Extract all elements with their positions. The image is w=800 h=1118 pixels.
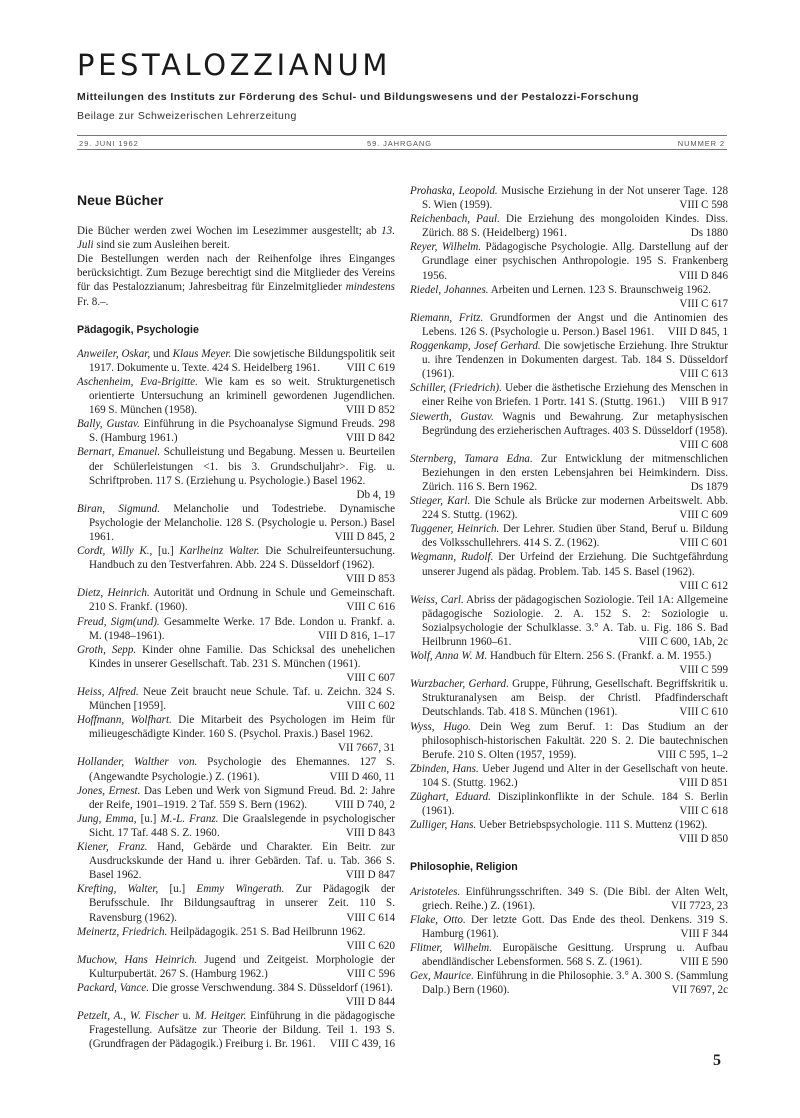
shelf-mark: VIII D 843 bbox=[345, 826, 395, 839]
shelf-mark: VIII D 816, 1–17 bbox=[317, 629, 395, 642]
publication-supplement: Beilage zur Schweizerischen Lehrerzeitung bbox=[77, 110, 297, 122]
book-entry bbox=[77, 375, 395, 417]
shelf-mark: VIII C 610 bbox=[679, 706, 728, 719]
book-description: Abriss der pädagogischen Soziologie. Teil 1A: Allgemeine pädagogische Soziologie. 2. A. 152 S. 2: Soziologie u. Sozialpsychologie der Schulklasse. 3.° A. Tab. u. Fig. 186 S. Bad Heilbrunn 1960–61. bbox=[422, 593, 728, 648]
issue-bar bbox=[77, 135, 727, 150]
book-description: Pädagogische Psychologie. Allg. Darstellung auf der Grundlage einer psychischen Anthropologie. 195 S. Frankenberg 1956. bbox=[422, 241, 728, 282]
book-author: Muchow, Hans Heinrich. bbox=[77, 953, 198, 966]
book-author: Aristoteles. bbox=[410, 885, 461, 898]
book-entry bbox=[410, 790, 728, 818]
book-author: Wyss, Hugo. bbox=[410, 720, 471, 733]
book-entry bbox=[410, 381, 728, 409]
shelf-mark: VIII C 601 bbox=[679, 537, 728, 550]
shelf-mark: VIII D 847 bbox=[345, 869, 395, 882]
book-description: Die Erziehung des mongoloiden Kindes. Diss. Zürich. 88 S. (Heidelberg) 1961. bbox=[422, 213, 728, 240]
book-author: Wegmann, Rudolf. bbox=[410, 551, 494, 564]
book-author: Cordt, Willy K., bbox=[77, 545, 153, 558]
book-list-paedagogik-continued bbox=[410, 184, 728, 846]
book-description: Wie kam es so weit. Strukturgenetisch orientierte Untersuchung an kriminell gewordenen Jugendlichen. 169 S. München (1958). bbox=[89, 375, 396, 417]
book-description: Die sowjetische Bildungspolitik seit 1917. Dokumente u. Texte. 424 S. Heidelberg 1961. bbox=[89, 347, 396, 374]
book-list-paedagogik bbox=[77, 347, 395, 1052]
book-description: Psychologie des Ehemannes. 127 S. (Angewandte Psychologie.) Z. (1961). bbox=[89, 756, 395, 783]
section-heading-new-books: Neue Bücher bbox=[77, 192, 164, 208]
book-author: Weiss, Carl. bbox=[410, 593, 464, 606]
book-description: Der letzte Gott. Das Ende des theol. Denkens. 319 S. Hamburg (1961). bbox=[422, 913, 728, 940]
book-entry bbox=[77, 840, 395, 882]
book-author: Reyer, Wilhelm. bbox=[410, 241, 482, 254]
author-connector: und bbox=[150, 347, 173, 360]
book-author: W. Fischer bbox=[129, 1010, 179, 1023]
book-description: Ueber Jugend und Alter in der Gesellschaft von heute. 104 S. (Stuttg. 1962.) bbox=[422, 762, 729, 789]
shelf-mark: VIII E 590 bbox=[679, 955, 728, 968]
book-entry bbox=[77, 713, 395, 755]
book-description: Der Urfeind der Erziehung. Die Suchtgefährdung unserer Jugend als pädag. Problem. Tab. 145 S. Basel (1962). bbox=[422, 551, 728, 578]
book-author: Riedel, Johannes. bbox=[410, 283, 489, 296]
book-description: Melancholie und Todestriebe. Dynamische Psychologie der Melancholie. 128 S. (Psychologie u. Person.) Basel 1961. bbox=[89, 502, 396, 543]
shelf-mark: VII 7723, 23 bbox=[670, 899, 728, 912]
shelf-mark: VIII D 851 bbox=[678, 776, 728, 789]
shelf-mark: VIII C 608 bbox=[679, 438, 728, 451]
shelf-mark: VIII B 917 bbox=[679, 396, 728, 409]
book-author: Hoffmann, Wolfhart. bbox=[77, 714, 172, 727]
book-author: Dietz, Heinrich. bbox=[77, 587, 150, 600]
book-author: Flitner, Wilhelm. bbox=[410, 941, 492, 954]
left-column bbox=[77, 185, 395, 1051]
shelf-mark: VIII D 845, 1 bbox=[667, 325, 728, 338]
book-author: Zulliger, Hans. bbox=[410, 819, 477, 832]
shelf-mark: VIII D 842 bbox=[345, 432, 395, 445]
book-entry bbox=[77, 882, 395, 924]
book-author: Zbinden, Hans. bbox=[410, 762, 479, 775]
shelf-mark: VII 7697, 2c bbox=[671, 984, 728, 997]
shelf-mark: VIII D 740, 2 bbox=[334, 798, 395, 811]
book-entry bbox=[410, 593, 728, 649]
book-entry bbox=[410, 649, 728, 677]
shelf-mark: VIII F 344 bbox=[680, 927, 728, 940]
book-author: Züghart, Eduard. bbox=[410, 791, 491, 804]
book-entry bbox=[77, 502, 395, 544]
book-entry bbox=[410, 410, 728, 452]
issue-volume: 59. JAHRGANG bbox=[367, 139, 432, 148]
book-author: Reichenbach, Paul. bbox=[410, 213, 500, 226]
book-entry bbox=[77, 544, 395, 586]
book-entry bbox=[410, 184, 728, 212]
book-entry bbox=[410, 339, 728, 381]
book-author: Klaus Meyer. bbox=[172, 347, 232, 360]
book-entry bbox=[77, 812, 395, 840]
book-entry bbox=[410, 677, 728, 719]
book-description: Einführung in die Psychoanalyse Sigmund Freuds. 298 S. (Hamburg 1961.) bbox=[89, 418, 395, 445]
book-author: M. Heitger. bbox=[194, 1010, 247, 1023]
book-entry bbox=[410, 494, 728, 522]
shelf-mark: VIII D 844 bbox=[345, 996, 395, 1009]
book-entry bbox=[77, 445, 395, 501]
masthead bbox=[77, 48, 727, 122]
book-description: Musische Erziehung in der Not unserer Tage. 128 S. Wien (1959). bbox=[422, 185, 729, 212]
book-author: Bally, Gustav. bbox=[77, 418, 140, 431]
book-author: Hollander, Walther von. bbox=[77, 756, 198, 769]
book-description: Ueber die ästhetische Erziehung des Menschen in einer Reihe von Briefen. 1 Portr. 141 S. (Stuttg. 1961.) bbox=[422, 382, 728, 409]
shelf-mark: VII 7667, 31 bbox=[337, 742, 395, 755]
book-description: Zur Entwicklung der mitmenschlichen Beziehungen in den ersten Lebensjahren bei Heimkindern. Diss. Zürich. 116 S. Bern 1962. bbox=[422, 452, 728, 493]
book-entry bbox=[410, 720, 728, 762]
book-entry bbox=[77, 784, 395, 812]
intro-date: 13. Juli bbox=[77, 225, 395, 252]
shelf-mark: VIII C 613 bbox=[679, 368, 728, 381]
book-description: Europäische Gesittung. Ursprung u. Aufbau abendländischer Lebensformen. 568 S. Z. (1961). bbox=[422, 941, 728, 968]
book-description: Einführung in die Philosophie. 3.° A. 300 S. (Sammlung Dalp.) Bern (1960). bbox=[422, 970, 728, 997]
book-entry bbox=[77, 755, 395, 783]
book-description: Die sowjetische Erziehung. Ihre Struktur u. ihre Tendenzen in Dokumenten dargest. Tab. 184 S. Düsseldorf (1961). bbox=[422, 340, 728, 381]
book-author: Biran, Sigmund. bbox=[77, 502, 160, 515]
shelf-mark: Ds 1880 bbox=[690, 227, 728, 240]
shelf-mark: VIII C 599 bbox=[679, 664, 728, 677]
right-column bbox=[410, 184, 728, 997]
author-connector: [u.] bbox=[152, 545, 180, 558]
publication-subtitle: Mitteilungen des Instituts zur Förderung des Schul- und Bildungswesens und der Pestalozzi-Forschung bbox=[77, 91, 639, 103]
book-entry bbox=[77, 685, 395, 713]
book-description: Einführungsschriften. 349 S. (Die Bibl. der Alten Welt, griech. Reihe.) Z. (1961). bbox=[422, 885, 728, 912]
book-entry bbox=[410, 913, 728, 941]
subsection-heading-paedagogik: Pädagogik, Psychologie bbox=[77, 323, 199, 336]
book-entry bbox=[410, 550, 728, 592]
shelf-mark: VIII C 619 bbox=[346, 361, 395, 374]
author-connector: u. bbox=[178, 1010, 195, 1023]
book-description: Schulleistung und Begabung. Messen u. Beurteilen der Schülerleistungen <1. bis 3. Grundschuljahr>. Fig. u. Schriftproben. 117 S. (Erziehung u. Psychologie.) Basel 1962. bbox=[89, 446, 395, 487]
book-author: Meinertz, Friedrich. bbox=[77, 925, 168, 938]
book-author: Aschenheim, Eva-Brigitte. bbox=[77, 375, 198, 388]
book-entry bbox=[77, 347, 395, 375]
shelf-mark: VIII C 595, 1–2 bbox=[657, 748, 728, 761]
author-connector: [u.] bbox=[136, 812, 161, 825]
book-entry bbox=[77, 981, 395, 1009]
book-description: Einführung in die pädagogische Fragestellung. Aufsätze zur Theorie der Bildung. Teil 1. 193 S. (Grundfragen der Pädagogik.) Freiburg i. Br. 1961. bbox=[89, 1010, 395, 1051]
shelf-mark: VIII C 612 bbox=[679, 579, 728, 592]
book-author: Flake, Otto. bbox=[410, 913, 466, 926]
book-author: Jones, Ernest. bbox=[77, 784, 141, 797]
shelf-mark: VIII C 607 bbox=[346, 671, 395, 684]
book-description: Die grosse Verschwendung. 384 S. Düsseldorf (1961). bbox=[148, 981, 393, 994]
book-entry bbox=[410, 283, 728, 311]
intro-paragraph-1: Die Bücher werden zwei Wochen im Lesezimmer ausgestellt; ab 13. Juli sind sie zum Ausleihen bereit. bbox=[77, 225, 395, 252]
shelf-mark: VIII D 845, 2 bbox=[334, 530, 395, 543]
book-entry bbox=[410, 311, 728, 339]
book-author: Heiss, Alfred. bbox=[77, 686, 139, 698]
book-description: Arbeiten und Lernen. 123 S. Braunschweig 1962. bbox=[488, 283, 712, 296]
book-author: Stieger, Karl. bbox=[410, 495, 471, 508]
issue-number: NUMMER 2 bbox=[677, 139, 725, 148]
book-entry bbox=[410, 522, 728, 550]
book-author: Gex, Maurice. bbox=[410, 970, 474, 983]
book-description: Disziplinkonflikte in der Schule. 184 S. Berlin (1961). bbox=[422, 791, 729, 818]
book-entry bbox=[77, 586, 395, 614]
shelf-mark: Ds 1879 bbox=[690, 480, 728, 493]
book-entry bbox=[77, 953, 395, 981]
book-entry bbox=[77, 925, 395, 953]
book-author: Bernart, Emanuel. bbox=[77, 446, 161, 459]
book-description: Wagnis und Bewahrung. Zur metaphysischen Begründung des erzieherischen Auftrages. 403 S. Düsseldorf (1958). bbox=[422, 410, 728, 437]
book-author: Wurzbacher, Gerhard. bbox=[410, 678, 509, 691]
book-author: Freud, Sigm(und). bbox=[77, 615, 160, 628]
book-description: Das Leben und Werk von Sigmund Freud. Bd. 2: Jahre der Reife, 1901–1919. 2 Taf. 559 S. Bern (1962). bbox=[89, 784, 395, 811]
book-entry bbox=[77, 615, 395, 643]
book-entry bbox=[410, 240, 728, 282]
book-list-philosophie bbox=[410, 885, 728, 998]
shelf-mark: VIII C 609 bbox=[679, 509, 728, 522]
book-entry bbox=[77, 643, 395, 685]
book-description: Kinder ohne Familie. Das Schicksal des unehelichen Kindes in unserer Gesellschaft. Tab. 231 S. München (1961). bbox=[89, 643, 395, 670]
book-description: Die Schulreifeuntersuchung. Handbuch zu den Testverfahren. Abb. 224 S. Düsseldorf (1962). bbox=[89, 545, 396, 572]
shelf-mark: VIII C 596 bbox=[346, 967, 395, 980]
book-entry bbox=[410, 762, 728, 790]
book-entry bbox=[410, 452, 728, 494]
book-entry bbox=[410, 941, 728, 969]
shelf-mark: VIII C 616 bbox=[346, 601, 395, 614]
book-description: Hand, Gebärde und Charakter. Ein Beitr. zur Ausdruckskunde der Hand u. ihrer Gebärden. Taf. u. Tab. 366 S. Basel 1962. bbox=[89, 841, 395, 882]
publication-title: PESTALOZZIANUM bbox=[77, 48, 391, 82]
book-entry bbox=[410, 885, 728, 913]
shelf-mark: VIII C 617 bbox=[679, 297, 728, 310]
book-entry bbox=[410, 969, 728, 997]
book-author: Groth, Sepp. bbox=[77, 643, 137, 656]
shelf-mark: VIII D 850 bbox=[678, 833, 728, 846]
book-description: Grundformen der Angst und die Antinomien des Lebens. 126 S. (Psychologie u. Person.) Basel 1961. bbox=[422, 311, 728, 338]
issue-date: 29. JUNI 1962 bbox=[79, 139, 139, 148]
book-entry bbox=[410, 212, 728, 240]
book-description: Ueber Betriebspsychologie. 111 S. Muttenz (1962). bbox=[476, 819, 708, 832]
book-description: Autorität und Ordnung in Schule und Gemeinschaft. 210 S. Frankf. (1960). bbox=[89, 587, 395, 614]
book-author: Roggenkamp, Josef Gerhard. bbox=[410, 340, 541, 353]
shelf-mark: VIII C 598 bbox=[679, 199, 728, 212]
shelf-mark: Db 4, 19 bbox=[356, 488, 395, 501]
book-author: Schiller, (Friedrich). bbox=[410, 382, 502, 395]
book-author: Emmy Wingerath. bbox=[196, 883, 285, 896]
book-description: Gesammelte Werke. 17 Bde. London u. Frankf. a. M. (1948–1961). bbox=[89, 615, 395, 642]
shelf-mark: VIII C 620 bbox=[346, 939, 395, 952]
book-author: Petzelt, A., bbox=[77, 1010, 126, 1023]
book-author: Jung, Emma, bbox=[77, 812, 137, 825]
book-author: Siewerth, Gustav. bbox=[410, 410, 494, 423]
book-description: Heilpädagogik. 251 S. Bad Heilbrunn 1962. bbox=[167, 925, 366, 938]
book-author: Sternberg, Tamara Edna. bbox=[410, 452, 533, 465]
book-author: Tuggener, Heinrich. bbox=[410, 523, 500, 536]
subsection-heading-philosophie: Philosophie, Religion bbox=[410, 861, 518, 874]
book-description: Der Lehrer. Studien über Stand, Beruf u. Bildung des Volksschullehrers. 414 S. Z. (1962). bbox=[422, 523, 728, 550]
shelf-mark: VIII C 614 bbox=[346, 911, 395, 924]
book-author: Kiener, Franz. bbox=[77, 841, 148, 854]
book-author: Packard, Vance. bbox=[77, 981, 149, 994]
shelf-mark: VIII D 853 bbox=[345, 573, 395, 586]
shelf-mark: VIII C 602 bbox=[346, 700, 395, 713]
shelf-mark: VIII D 460, 11 bbox=[329, 770, 395, 783]
shelf-mark: VIII C 439, 16 bbox=[329, 1038, 395, 1051]
book-entry bbox=[77, 417, 395, 445]
book-author: Prohaska, Leopold. bbox=[410, 185, 498, 197]
book-description: Zur Pädagogik der Berufsschule. Ihr Bildungsauftrag in unserer Zeit. 110 S. Ravensburg (1962). bbox=[89, 883, 396, 924]
book-description: Handbuch für Eltern. 256 S. (Frankf. a. M. 1955.) bbox=[487, 650, 712, 663]
book-author: Krefting, Walter, bbox=[77, 883, 159, 896]
book-description: Neue Zeit braucht neue Schule. Taf. u. Zeichn. 324 S. München [1959]. bbox=[89, 686, 395, 713]
shelf-mark: VIII D 852 bbox=[345, 404, 395, 417]
book-entry bbox=[410, 818, 728, 846]
book-description: Dein Weg zum Beruf. 1: Das Studium an der philosophisch-historischen Fakultät. 220 S. 2. Die bautechnischen Berufe. 210 S. Olten (1957, 1959). bbox=[422, 720, 728, 761]
book-entry bbox=[77, 1009, 395, 1051]
intro-paragraph-2: Die Bestellungen werden nach der Reihenfolge ihres Einganges berücksichtigt. Zum Bezuge berechtigt sind die Mitglieder des Vereins für das Pestalozzianum; Jahresbeitrag für Einzelmitglieder mindestens Fr. 8.–. bbox=[77, 253, 395, 308]
shelf-mark: VIII C 600, 1Ab, 2c bbox=[638, 636, 728, 648]
book-author: Wolf, Anna W. M. bbox=[410, 650, 488, 663]
book-description: Die Graalslegende in psychologischer Sicht. 17 Taf. 448 S. Z. 1960. bbox=[89, 812, 395, 839]
book-author: Anweiler, Oskar, bbox=[77, 347, 151, 360]
book-description: Die Mitarbeit des Psychologen im Heim für milieugeschädigte Kinder. 160 S. (Psychol. Praxis.) Basel 1962. bbox=[89, 714, 395, 741]
intro-text bbox=[77, 224, 395, 309]
book-description: Gruppe, Führung, Gesellschaft. Begriffskritik u. Strukturanalysen am Beisp. der Christl. Pfadfinderschaft Deutschlands. Tab. 418 S. München (1961). bbox=[422, 678, 728, 719]
author-connector: [u.] bbox=[158, 883, 197, 896]
page-number: 5 bbox=[713, 1052, 721, 1069]
shelf-mark: VIII C 618 bbox=[679, 805, 728, 818]
book-author: M.-L. Franz. bbox=[160, 812, 219, 825]
book-description: Die Schule als Brücke zur modernen Arbeitswelt. Abb. 224 S. Stuttg. (1962). bbox=[422, 495, 729, 522]
book-author: Riemann, Fritz. bbox=[410, 311, 484, 324]
shelf-mark: VIII D 846 bbox=[678, 269, 728, 282]
book-description: Jugend und Zeitgeist. Morphologie der Kulturpubertät. 267 S. (Hamburg 1962.) bbox=[89, 953, 395, 980]
book-author: Karlheinz Walter. bbox=[179, 545, 260, 558]
